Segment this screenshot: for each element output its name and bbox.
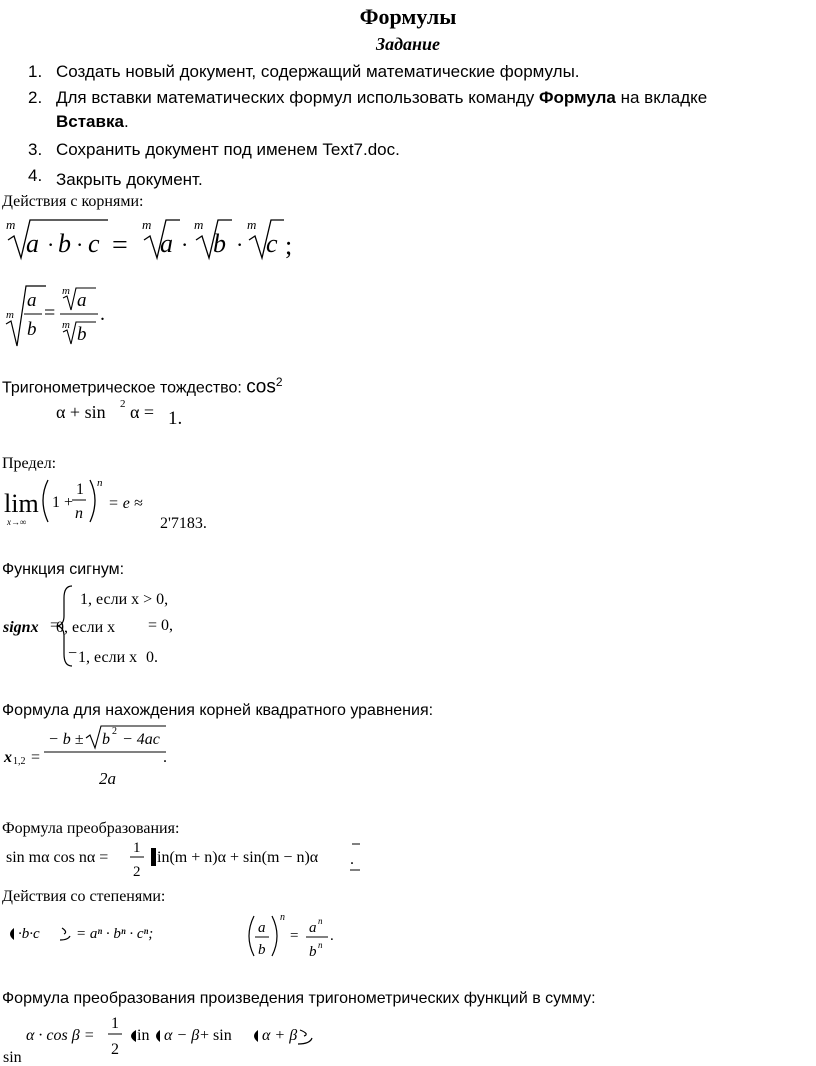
trig-square: 2 bbox=[275, 375, 283, 389]
dot: · bbox=[236, 232, 244, 257]
quad-denominator: 2a bbox=[99, 769, 116, 788]
equals: = bbox=[112, 230, 128, 261]
root-index: m bbox=[194, 217, 204, 232]
two: 2 bbox=[133, 864, 141, 880]
exponent-n: n bbox=[280, 912, 285, 923]
var-a: a bbox=[26, 229, 39, 258]
root-index: m bbox=[6, 309, 14, 321]
sign-lhs: signx bbox=[3, 619, 39, 636]
task-item-2-cont bbox=[56, 112, 129, 132]
dot: · bbox=[47, 232, 55, 257]
task-number: 4. bbox=[28, 166, 43, 185]
dot: · bbox=[76, 232, 84, 257]
b-square: 2 bbox=[112, 726, 117, 737]
exponent-n: n bbox=[318, 940, 323, 950]
exponent-n: n bbox=[318, 916, 323, 926]
sign-row-3: 1, если x bbox=[78, 649, 138, 666]
x-subscript: 1,2 bbox=[13, 756, 26, 767]
exponent-n: n bbox=[97, 477, 103, 489]
var-b: b bbox=[27, 319, 37, 340]
equals: = bbox=[44, 302, 56, 324]
sign-row-1: 1, если x > 0, bbox=[80, 591, 169, 608]
task-text: на вкладке bbox=[615, 88, 708, 107]
one-plus: 1 + bbox=[52, 494, 74, 511]
approx-e: = e ≈ bbox=[108, 495, 143, 512]
var-x: x bbox=[4, 749, 12, 766]
period: . bbox=[330, 928, 334, 944]
dot: · bbox=[181, 232, 189, 257]
var-a: a bbox=[258, 920, 266, 936]
root-index: m bbox=[62, 285, 70, 297]
product-to-sum-formula bbox=[0, 1010, 340, 1066]
one: 1 bbox=[76, 481, 84, 498]
sign-formula bbox=[0, 580, 220, 670]
section-roots: Действия с корнями: bbox=[2, 193, 144, 210]
period: . bbox=[100, 303, 105, 325]
lim-subscript: x→∞ bbox=[7, 517, 27, 527]
trig-result: 1. bbox=[168, 408, 183, 429]
transform-formula bbox=[0, 838, 380, 888]
powers-formula bbox=[0, 906, 360, 968]
semicolon: ; bbox=[285, 231, 293, 260]
var-a: a bbox=[77, 290, 87, 311]
section-transform: Формула преобразования: bbox=[2, 820, 180, 837]
transform-lhs: sin mα cos nα = bbox=[6, 849, 109, 866]
trig-part: α = bbox=[130, 402, 155, 422]
transform-rhs: in(m + n)α + sin(m − n)α bbox=[157, 849, 319, 866]
roots-formula-2 bbox=[0, 280, 130, 350]
section-powers: Действия со степенями: bbox=[2, 888, 166, 905]
minus: − bbox=[68, 645, 78, 662]
task-item-2 bbox=[28, 88, 707, 108]
equals: = bbox=[290, 928, 299, 944]
quadratic-formula bbox=[0, 722, 200, 794]
root-index: m bbox=[247, 217, 257, 232]
trig-identity-formula bbox=[40, 396, 210, 430]
product-right: α + β bbox=[262, 1027, 298, 1044]
one: 1 bbox=[133, 840, 141, 856]
root-index: m bbox=[62, 319, 70, 331]
section-product-to-sum: Формула преобразования произведения тригонометрических функций в сумму: bbox=[2, 990, 596, 1007]
root-index: m bbox=[6, 217, 16, 232]
trig-cos: cos bbox=[246, 376, 276, 398]
sign-row-2: 0, если x bbox=[56, 619, 116, 636]
equals: = bbox=[31, 749, 41, 766]
page-title: Формулы bbox=[359, 4, 457, 29]
root-index: m bbox=[142, 217, 152, 232]
var-b: b bbox=[213, 229, 226, 258]
sign-row-3-value: 0. bbox=[146, 649, 158, 666]
page-subtitle: Задание bbox=[375, 34, 441, 54]
section-sign: Функция сигнум: bbox=[2, 561, 125, 578]
var-c: c bbox=[266, 229, 278, 258]
var-b: b bbox=[309, 944, 317, 960]
task-number: 2. bbox=[28, 88, 43, 107]
var-c: c bbox=[88, 229, 100, 258]
quad-numerator: − b ± bbox=[48, 731, 84, 748]
var-b: b bbox=[77, 324, 87, 345]
var-a: a bbox=[27, 290, 37, 311]
var-n: n bbox=[75, 505, 83, 522]
product-mid: α − β bbox=[164, 1027, 200, 1044]
var-b: b bbox=[58, 229, 71, 258]
two: 2 bbox=[111, 1041, 119, 1058]
quad-numerator-b: − 4ac bbox=[122, 731, 160, 748]
task-bold-formula: Формула bbox=[538, 88, 616, 107]
var-a: a bbox=[160, 229, 173, 258]
roots-formula-1 bbox=[0, 212, 320, 264]
task-bold-insert: Вставка bbox=[56, 112, 124, 131]
powers-lhs: ·b·c bbox=[18, 926, 40, 942]
section-quadratic: Формула для нахождения корней квадратного уравнения: bbox=[2, 702, 434, 719]
trig-square: 2 bbox=[120, 398, 126, 410]
task-item-4 bbox=[28, 166, 203, 190]
task-text: Для вставки математических формул использовать команду bbox=[56, 88, 539, 107]
task-text: Создать новый документ, содержащий математические формулы. bbox=[56, 62, 580, 81]
powers-rhs: = aⁿ · bⁿ · cⁿ; bbox=[76, 926, 154, 942]
var-b: b bbox=[258, 942, 266, 958]
one: 1 bbox=[111, 1015, 119, 1032]
task-text: Сохранить документ под именем Text7.doc. bbox=[56, 140, 400, 159]
task-text: Закрыть документ. bbox=[56, 170, 203, 189]
period: . bbox=[163, 749, 167, 766]
period: . bbox=[350, 851, 354, 868]
task-text: . bbox=[123, 112, 129, 131]
lim: lim bbox=[4, 489, 39, 518]
equals: = bbox=[50, 617, 60, 634]
product-in: in bbox=[137, 1027, 150, 1044]
section-limit: Предел: bbox=[2, 455, 57, 472]
limit-value: 2'7183. bbox=[160, 515, 207, 532]
product-lhs: α · cos β = bbox=[26, 1027, 95, 1044]
task-number: 1. bbox=[28, 62, 43, 81]
section-trig bbox=[2, 375, 283, 398]
var-a: a bbox=[309, 920, 317, 936]
var-b: b bbox=[102, 731, 110, 748]
trig-part: α + sin bbox=[56, 402, 106, 422]
task-item-1 bbox=[28, 62, 580, 82]
limit-formula bbox=[0, 474, 230, 534]
section-trig-label: Тригонометрическое тождество: bbox=[2, 379, 242, 397]
product-plus-sin: + sin bbox=[200, 1027, 232, 1044]
sign-row-2-value: = 0, bbox=[148, 617, 174, 634]
product-sin: sin bbox=[3, 1049, 22, 1066]
task-item-3 bbox=[28, 140, 400, 160]
task-number: 3. bbox=[28, 140, 43, 159]
